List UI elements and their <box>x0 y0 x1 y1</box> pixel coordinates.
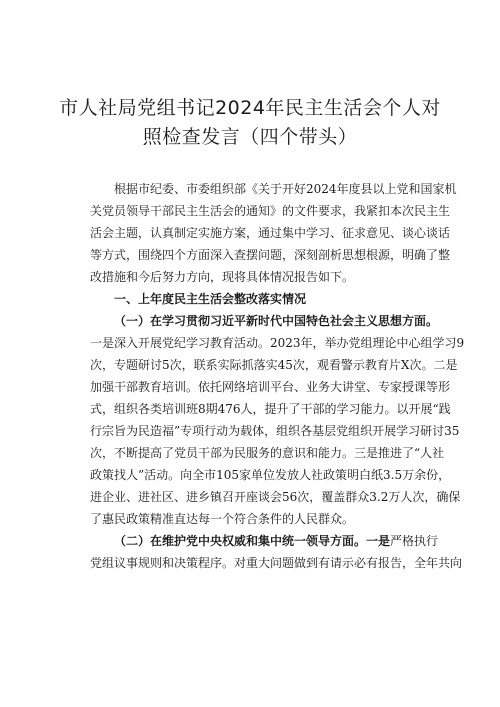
intro-line-5: 改措施和今后努力方向，现将具体情况报告如下。 <box>90 270 355 284</box>
subsection-1-line-4: 式，组织各类培训班8期476人，提升了干部的学习能力。以开展“践 <box>90 402 451 416</box>
document-title-line-1: 市人社局党组书记2024年民主生活会个人对 <box>59 97 441 119</box>
subsection-2-line-2: 党组议事规则和决策程序。对重大问题做到有请示必有报告，全年共向 <box>90 556 463 570</box>
subsection-2-rest: 严格执行 <box>390 534 439 548</box>
subsection-1-line-1: 一是深入开展党纪学习教育活动。2023年，举办党组理论中心组学习9 <box>90 336 465 350</box>
subsection-1-line-5: 行宗旨为民造福”专项行动为载体，组织各基层党组织开展学习研讨35 <box>90 424 460 438</box>
subsection-1-line-9: 了惠民政策精准直达每一个符合条件的人民群众。 <box>90 512 355 526</box>
subsection-1-heading: （一）在学习贯彻习近平新时代中国特色社会主义思想方面。 <box>114 314 439 328</box>
subsection-2-lead: 一是 <box>366 534 391 548</box>
intro-line-4: 等方式，围绕四个方面深入查摆问题，深刻剖析思想根源，明确了整 <box>90 248 451 262</box>
intro-line-3: 活会主题，认真制定实施方案，通过集中学习、征求意见、谈心谈话 <box>90 226 451 240</box>
subsection-1-line-2: 次，专题研讨5次，联系实际抓落实45次，观看警示教育片X次。二是 <box>90 358 458 372</box>
document-title-line-2: 照检查发言（四个带头） <box>142 126 358 148</box>
intro-line-2: 关党员领导干部民主生活会的通知》的文件要求，我紧扣本次民主生 <box>90 204 451 218</box>
subsection-1-line-3: 加强干部教育培训。依托网络培训平台、业务大讲堂、专家授课等形 <box>90 380 451 394</box>
subsection-1-line-6: 次，不断提高了党员干部为民服务的意识和能力。三是推进了“人社 <box>90 446 445 460</box>
subsection-2-heading: （二）在维护党中央权威和集中统一领导方面。 <box>114 534 367 548</box>
subsection-1-line-8: 进企业、进社区、进乡镇召开座谈会56次，覆盖群众3.2万人次，确保 <box>90 490 461 504</box>
subsection-1-line-7: 政策找人”活动。向全市105家单位发放人社政策明白纸3.5万余份， <box>90 468 451 482</box>
intro-line-1: 根据市纪委、市委组织部《关于开好2024年度县以上党和国家机 <box>114 182 457 196</box>
section-1-heading: 一、上年度民主生活会整改落实情况 <box>114 292 307 306</box>
subsection-2-first-line <box>114 533 439 549</box>
